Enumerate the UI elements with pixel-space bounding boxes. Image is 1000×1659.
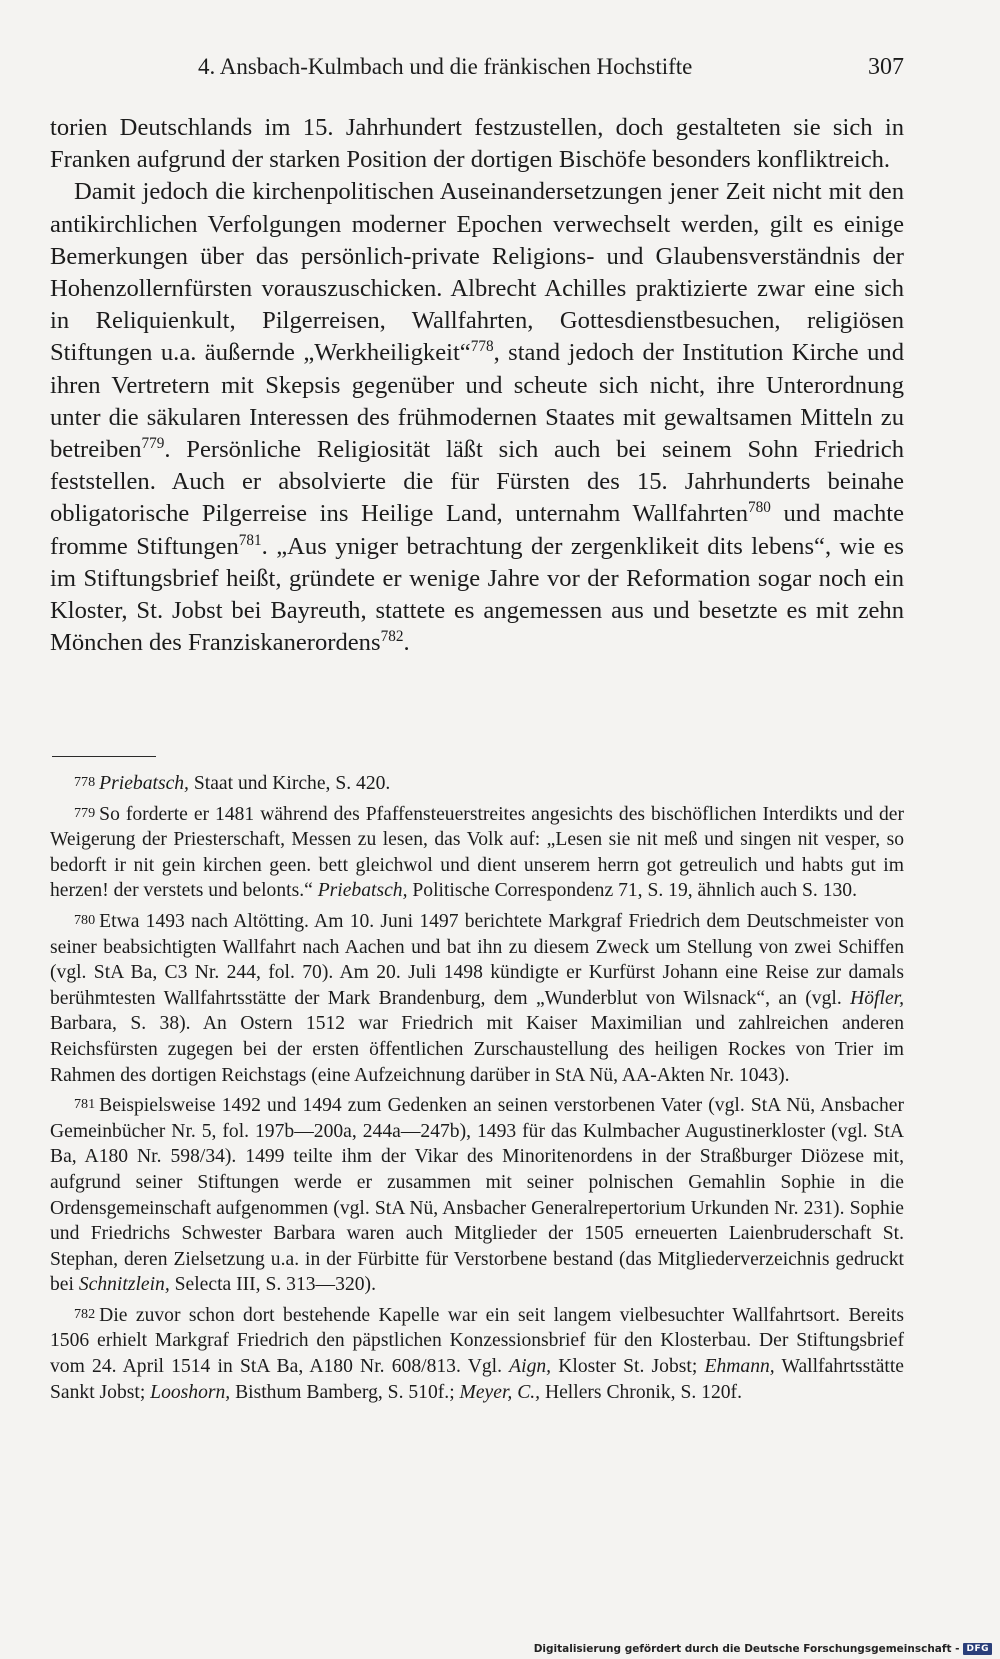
footnote-number: 779 [74, 804, 96, 821]
running-head-title: 4. Ansbach-Kulmbach und die fränkischen Hochstifte [198, 54, 693, 79]
footnote-text: Selecta III, S. 313—320). [169, 1274, 376, 1296]
footnote-author: Ehmann, [704, 1356, 775, 1378]
footnote-text: Wallfahrtsstätte Sankt Jobst; [50, 1356, 905, 1403]
paragraph-2-text-f: . [403, 629, 410, 657]
footnote-text: Bisthum Bamberg, S. 510f.; [230, 1381, 460, 1403]
footnote-ref-779[interactable]: 779 [141, 434, 165, 452]
footnote-text: Hellers Chronik, S. 120f. [540, 1381, 742, 1403]
footnote-text: So forderte er 1481 während des Pfaffensteuerstreites angesichts des bischöflichen Interdikts und der Weigerung der Priesterschaft, Messen zu lesen, das Volk auf: „Lesen sie nit meß und singen nit vesper, so bedorft ir nit gein kirchen geen. bett gleichwol und dient unserem herrn got getreulich und habts gut im herzen! der verstets und belonts.“ [50, 803, 904, 902]
footnote-778 [50, 770, 904, 797]
footnote-779 [50, 801, 904, 904]
footnote-ref-781[interactable]: 781 [238, 531, 262, 549]
digitization-credit [534, 1643, 992, 1655]
footnote-divider [52, 756, 156, 757]
paragraph-2 [50, 176, 904, 659]
footnote-text: Barbara, S. 38). An Ostern 1512 war Friedrich mit Kaiser Maximilian und zahlreichen anderen Reichsfürsten zugegen bei der ersten öffentlichen Zurschaustellung des heiligen Rockes von Trier im Rahmen des dortigen Reichstags (eine Aufzeichnung darüber in StA Nü, AA-Akten Nr. 1043). [50, 1013, 904, 1086]
credit-text: Digitalisierung gefördert durch die Deutsche Forschungsgemeinschaft - [533, 1643, 960, 1655]
footnote-author: Priebatsch, [99, 773, 189, 794]
footnote-ref-778[interactable]: 778 [470, 338, 494, 356]
paragraph-2-text-c: . Persönliche Religiosität läßt sich auch bei seinem Sohn Friedrich feststellen. Auch er absolvierte die für Fürsten des 15. Jahrhunderts beinahe obligatorische Pilgerreise ins Heilige Land, unternahm Wallfahrten [50, 436, 904, 528]
footnote-number: 780 [74, 911, 96, 928]
footnote-text: Politische Correspondenz 71, S. 19, ähnlich auch S. 130. [407, 880, 857, 902]
paragraph-1-text: torien Deutschlands im 15. Jahrhundert festzustellen, doch gestalteten sie sich in Franken aufgrund der starken Position der dortigen Bischöfe besonders konfliktreich. [50, 114, 904, 174]
footnote-author: Höfler, [850, 987, 904, 1009]
paragraph-2-text-a: Damit jedoch die kirchenpolitischen Auseinandersetzungen jener Zeit nicht mit den antikirchlichen Verfolgungen moderner Epochen verwechselt werden, gilt es einige Bemerkungen über das persönlich-private Religions- und Glaubensverständnis der Hohenzollernfürsten vorauszuschicken. Albrecht Achilles praktizierte zwar eine sich in Reliquienkult, Pilgerreisen, Wallfahrten, Gottesdienstbesuchen, religiösen Stiftungen u.a. äußernde „Werkheiligkeit“ [50, 178, 904, 367]
footnote-author: Looshorn, [150, 1381, 231, 1403]
footnote-number: 782 [74, 1305, 96, 1322]
footnote-780 [50, 908, 904, 1088]
footnote-ref-782[interactable]: 782 [380, 628, 404, 646]
footnote-text: Etwa 1493 nach Altötting. Am 10. Juni 1497 berichtete Markgraf Friedrich dem Deutschmeister von seiner beabsichtigten Wallfahrt nach Aachen und bat ihn zu diesem Zweck um Stellung von zwei Schiffen (vgl. StA Ba, C3 Nr. 244, fol. 70). Am 20. Juli 1498 kündigte er Kurfürst Johann eine Reise zur damals berühmtesten Wallfahrtsstätte der Mark Brandenburg, dem „Wunderblut von Wilsnack“, an (vgl. [50, 910, 904, 1009]
paragraph-2-text-e: . „Aus yniger betrachtung der zergenklikeit dits lebens“, wie es im Stiftungsbrief heißt, gründete er wenige Jahre vor der Reformation sogar noch ein Kloster, St. Jobst bei Bayreuth, stattete es angemessen aus und besetzte es mit zehn Mönchen des Franziskanerordens [50, 532, 904, 657]
paragraph-1 [50, 112, 904, 176]
footnote-781 [50, 1092, 904, 1298]
page-number: 307 [868, 54, 904, 80]
footnote-ref-780[interactable]: 780 [748, 499, 771, 517]
paragraph-2-text-d: und machte fromme Stiftungen [50, 500, 904, 560]
footnote-text: Beispielsweise 1492 und 1494 zum Gedenken an seinen verstorbenen Vater (vgl. StA Nü, Ansbacher Gemeinbücher Nr. 5, fol. 197b—200a, 244a—247b), 1493 für das Kulmbacher Augustinerkloster (vgl. StA Ba, A180 Nr. 598/34). 1499 teilte ihm der Vikar des Minoritenordens in der Straßburger Diözese mit, aufgrund seiner Stiftungen werde er zusammen mit seiner polnischen Gemahlin Sophie in die Ordensgemeinschaft aufgenommen (vgl. StA Nü, Ansbacher Generalrepertorium Urkunden Nr. 231). Sophie und Friedrichs Schwester Barbara waren auch Mitglieder der 1505 erneuerten Laienbruderschaft St. Stephan, deren Zielsetzung u.a. in der Fürbitte für Verstorbene bestand (das Mitgliederverzeichnis gedruckt bei [50, 1095, 904, 1296]
footnote-author: Meyer, C., [459, 1381, 541, 1403]
paragraph-2-text-b: , stand jedoch der Institution Kirche und ihren Vertretern mit Skepsis gegenüber und scheute sich nicht, ihre Unterordnung unter die säkularen Interessen des frühmodernen Staates mit gewaltsamen Mitteln zu betreiben [50, 339, 905, 464]
footnote-text: Staat und Kirche, S. 420. [188, 773, 391, 794]
main-text [50, 112, 904, 659]
footnote-782 [50, 1302, 904, 1405]
footnote-author: Priebatsch, [317, 880, 408, 902]
footnotes [50, 770, 904, 1405]
footnote-text: Kloster St. Jobst; [551, 1356, 705, 1378]
footnote-number: 781 [74, 1096, 96, 1113]
footnote-author: Aign, [509, 1356, 552, 1378]
footnote-number: 778 [74, 774, 96, 790]
footnote-author: Schnitzlein, [78, 1274, 170, 1296]
footnote-text: Die zuvor schon dort bestehende Kapelle war ein seit langem vielbesuchter Wallfahrtsort. Bereits 1506 erhielt Markgraf Friedrich den päpstlichen Konzessionsbrief für den Klosterbau. Der Stiftungsbrief vom 24. April 1514 in StA Ba, A180 Nr. 608/813. Vgl. [50, 1304, 904, 1378]
dfg-logo: DFG [963, 1643, 992, 1655]
